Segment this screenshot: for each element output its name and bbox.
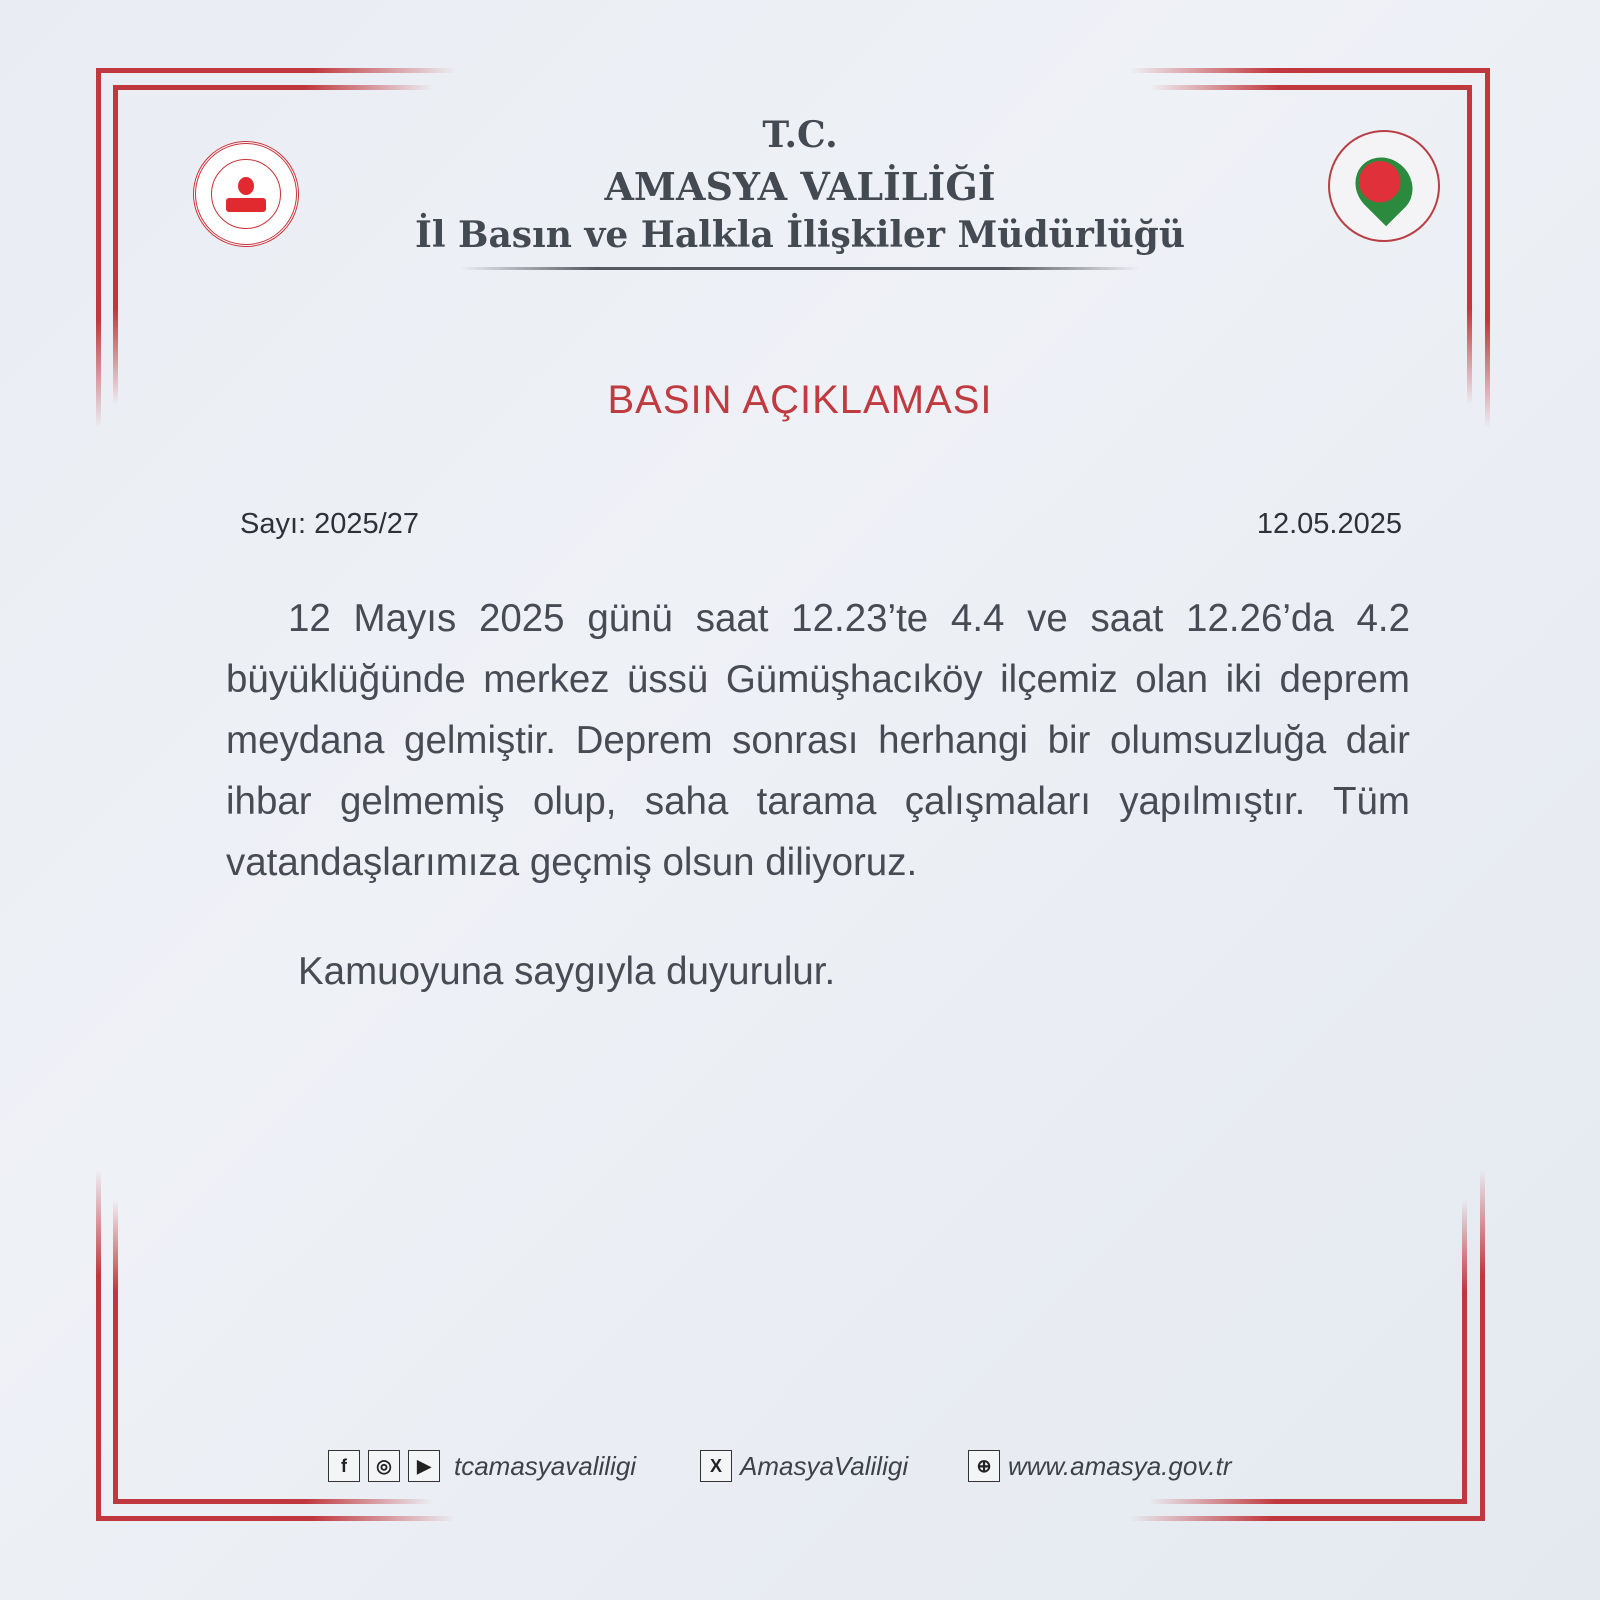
facebook-icon[interactable]: f	[328, 1450, 360, 1482]
header-governorship: AMASYA VALİLİĞİ	[604, 164, 996, 209]
x-handle[interactable]: AmasyaValiligi	[740, 1450, 909, 1481]
header-tc: T.C.	[762, 114, 838, 156]
document-number: Sayı: 2025/27	[240, 508, 419, 540]
x-link	[700, 1450, 908, 1482]
globe-icon[interactable]: ⊕	[968, 1450, 1000, 1482]
web-link	[968, 1450, 1231, 1482]
statement-body: 12 Mayıs 2025 günü saat 12.23’te 4.4 ve saat 12.26’da 4.2 büyüklüğünde merkez üssü Gümüşhacıköy ilçemiz olan iki deprem meydana gelmiştir. Deprem sonrası herhangi bir olumsuzluğa dair ihbar gelmemiş olup, saha tarama çalışmaları yapılmıştır. Tüm vatandaşlarımıza geçmiş olsun diliyoruz.	[226, 597, 1410, 884]
header-directorate: İl Basın ve Halkla İlişkiler Müdürlüğü	[415, 214, 1185, 256]
social-handle[interactable]: tcamasyavaliligi	[454, 1450, 637, 1481]
header-divider	[460, 267, 1140, 270]
x-icon[interactable]: X	[700, 1450, 732, 1482]
youtube-icon[interactable]: ▶	[408, 1450, 440, 1482]
website-url[interactable]: www.amasya.gov.tr	[1008, 1450, 1232, 1481]
social-links	[328, 1450, 636, 1482]
closing-line: Kamuoyuna saygıyla duyurulur.	[298, 950, 836, 993]
instagram-icon[interactable]: ◎	[368, 1450, 400, 1482]
page-title: BASIN AÇIKLAMASI	[607, 378, 993, 422]
document-date: 12.05.2025	[1256, 508, 1402, 540]
